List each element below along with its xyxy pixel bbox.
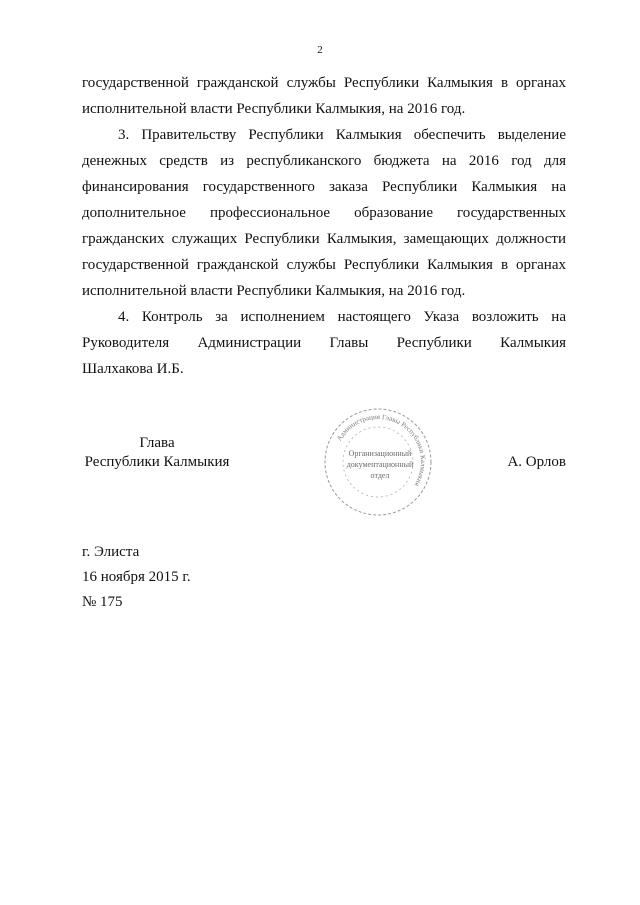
paragraph-3-first-line: 3. Правительству Республики Калмыкия обеспечить выделение (118, 127, 566, 143)
decree-body (82, 70, 566, 382)
text-line: государственной гражданской службы Республики Калмыкия в органах (82, 257, 566, 273)
decree-number: № 175 (82, 594, 123, 610)
text-line: государственной гражданской службы Республики Калмыкия в органах (82, 75, 566, 91)
signature-block (0, 412, 640, 544)
text-line: исполнительной власти Республики Калмыкия, на 2016 год. (82, 283, 466, 299)
text-line: финансирования государственного заказа Республики Калмыкия на (82, 179, 566, 195)
signatory-title-line2: Республики Калмыкия (84, 454, 230, 470)
text-line: денежных средств из республиканского бюджета на 2016 год для (82, 153, 566, 169)
text-line: Шалхакова И.Б. (82, 361, 184, 377)
paragraph-4-first-line: 4. Контроль за исполнением настоящего Указа возложить на (118, 309, 566, 325)
text-line: исполнительной власти Республики Калмыкия, на 2016 год. (82, 101, 466, 117)
official-stamp (322, 406, 434, 518)
decree-details (82, 540, 191, 615)
stamp-center-line2: документационный (346, 460, 414, 469)
signatory-title (82, 434, 232, 472)
signatory-title-line1: Глава (139, 435, 175, 451)
signatory-name: А. Орлов (507, 454, 566, 470)
stamp-ring-text: Администрация Главы Республики Калмыкия (335, 412, 428, 488)
decree-date: 16 ноября 2015 г. (82, 569, 191, 585)
text-line: дополнительное профессиональное образование государственных (82, 205, 566, 221)
text-line: гражданских служащих Республики Калмыкия, замещающих должности (82, 231, 566, 247)
stamp-center-line3: отдел (370, 471, 390, 480)
page-number: 2 (317, 44, 323, 56)
stamp-center-line1: Организационный (348, 449, 412, 458)
text-line: Руководителя Администрации Главы Республики Калмыкия (82, 335, 566, 351)
decree-city: г. Элиста (82, 544, 140, 560)
